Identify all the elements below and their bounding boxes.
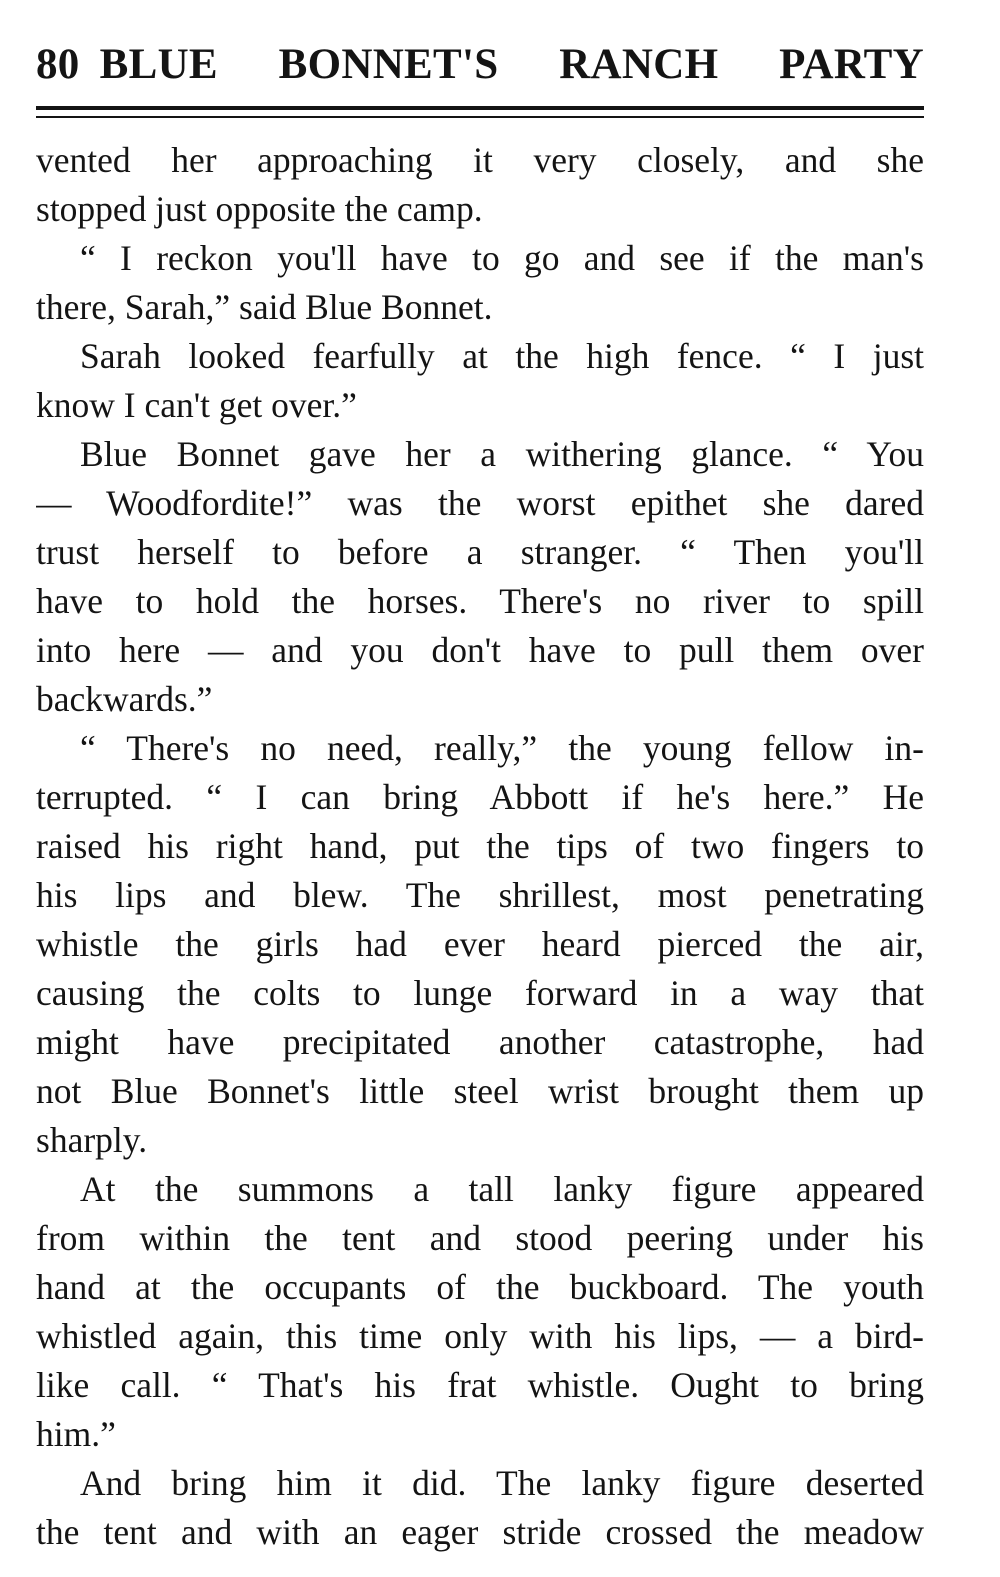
text-line: whistle the girls had ever heard pierced the air,	[36, 924, 924, 964]
running-title-word: BLUE	[99, 41, 218, 88]
running-title-word: PARTY	[779, 41, 924, 88]
text-line: — Woodfordite!” was the worst epithet she dared	[36, 483, 924, 523]
body-text	[36, 136, 924, 1557]
page-number: 80	[36, 41, 80, 88]
running-title-word: RANCH	[559, 41, 719, 88]
text-line: have to hold the horses. There's no river to spill	[36, 581, 924, 621]
header-rule	[36, 106, 924, 118]
text-line: “ There's no need, really,” the young fellow in-	[80, 728, 924, 768]
running-title	[100, 34, 924, 96]
text-line: Blue Bonnet gave her a withering glance. “ You	[80, 434, 924, 474]
text-line: hand at the occupants of the buckboard. The youth	[36, 1267, 924, 1307]
text-line: from within the tent and stood peering under his	[36, 1218, 924, 1258]
text-line: And bring him it did. The lanky figure deserted	[80, 1463, 924, 1503]
text-line: backwards.”	[36, 679, 213, 719]
text-line: Sarah looked fearfully at the high fence. “ I just	[80, 336, 924, 376]
text-line: trust herself to before a stranger. “ Then you'll	[36, 532, 924, 572]
text-line: vented her approaching it very closely, and she	[36, 140, 924, 180]
text-line: might have precipitated another catastrophe, had	[36, 1022, 924, 1062]
text-line: know I can't get over.”	[36, 385, 357, 425]
text-line: terrupted. “ I can bring Abbott if he's here.” He	[36, 777, 924, 817]
text-line: not Blue Bonnet's little steel wrist brought them up	[36, 1071, 924, 1111]
text-line: At the summons a tall lanky figure appeared	[80, 1169, 924, 1209]
text-line: him.”	[36, 1414, 116, 1454]
text-line: into here — and you don't have to pull them over	[36, 630, 924, 670]
running-head	[36, 34, 924, 96]
text-line: there, Sarah,” said Blue Bonnet.	[36, 287, 493, 327]
text-line: causing the colts to lunge forward in a way that	[36, 973, 924, 1013]
text-line: sharply.	[36, 1120, 148, 1160]
text-line: “ I reckon you'll have to go and see if the man's	[80, 238, 924, 278]
text-line: stopped just opposite the camp.	[36, 189, 483, 229]
book-page	[36, 34, 924, 1557]
text-line: raised his right hand, put the tips of two fingers to	[36, 826, 924, 866]
text-line: his lips and blew. The shrillest, most penetrating	[36, 875, 924, 915]
text-line: the tent and with an eager stride crossed the meadow	[36, 1512, 924, 1552]
text-line: like call. “ That's his frat whistle. Ought to bring	[36, 1365, 924, 1405]
running-title-word: BONNET'S	[278, 41, 499, 88]
text-line: whistled again, this time only with his lips, — a bird-	[36, 1316, 924, 1356]
